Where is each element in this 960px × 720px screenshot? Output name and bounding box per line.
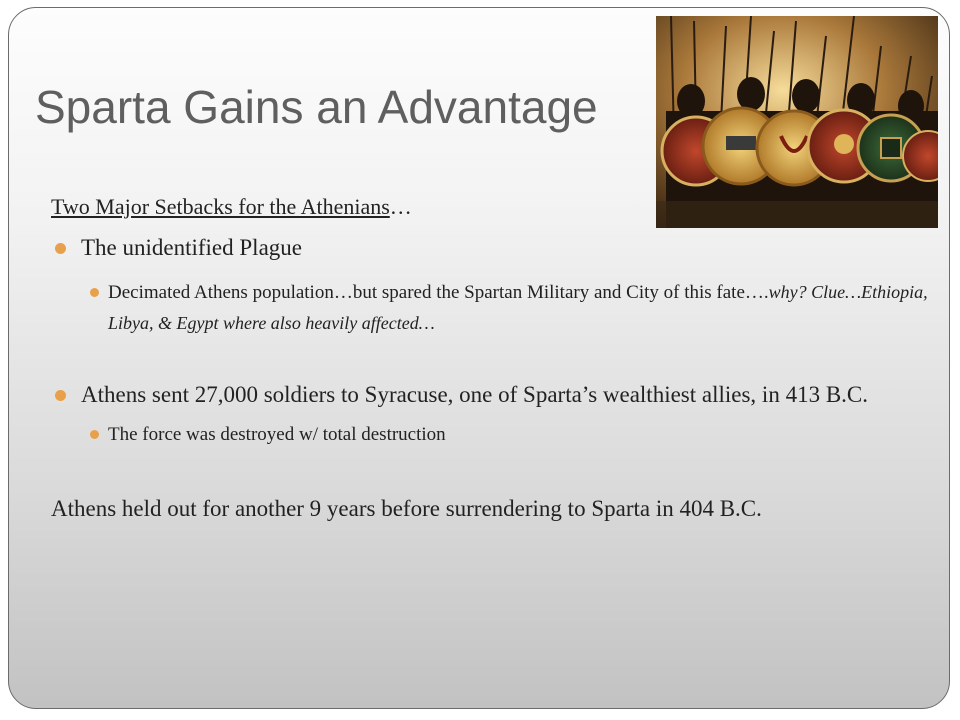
heading-suffix: … <box>389 194 412 219</box>
bullet-plague-text: The unidentified Plague <box>81 235 302 260</box>
sub-bullet-plague-italic: why? Clue…Ethiopia, Libya, & Egypt where also heavily affected… <box>108 282 928 333</box>
bullet-syracuse-text: Athens sent 27,000 soldiers to Syracuse, one of Sparta’s wealthiest allies, in 413 B.C. <box>81 382 868 407</box>
slide-body <box>51 193 950 524</box>
sub-bullet-plague <box>51 277 950 339</box>
slide-title: Sparta Gains an Advantage <box>35 81 598 133</box>
bullet-list <box>51 231 950 450</box>
bullet-plague <box>51 231 950 264</box>
section-heading <box>51 193 950 221</box>
heading-underlined: Two Major Setbacks for the Athenians <box>51 194 390 219</box>
sub-bullet-syracuse-text: The force was destroyed w/ total destruction <box>108 424 446 445</box>
footer-text: Athens held out for another 9 years before surrendering to Sparta in 404 B.C. <box>51 496 762 521</box>
sub-bullet-syracuse <box>51 419 950 450</box>
sub-bullet-plague-text: Decimated Athens population…but spared the Spartan Military and City of this fate…. <box>108 282 769 303</box>
bullet-syracuse <box>51 378 950 411</box>
slide <box>8 7 950 709</box>
